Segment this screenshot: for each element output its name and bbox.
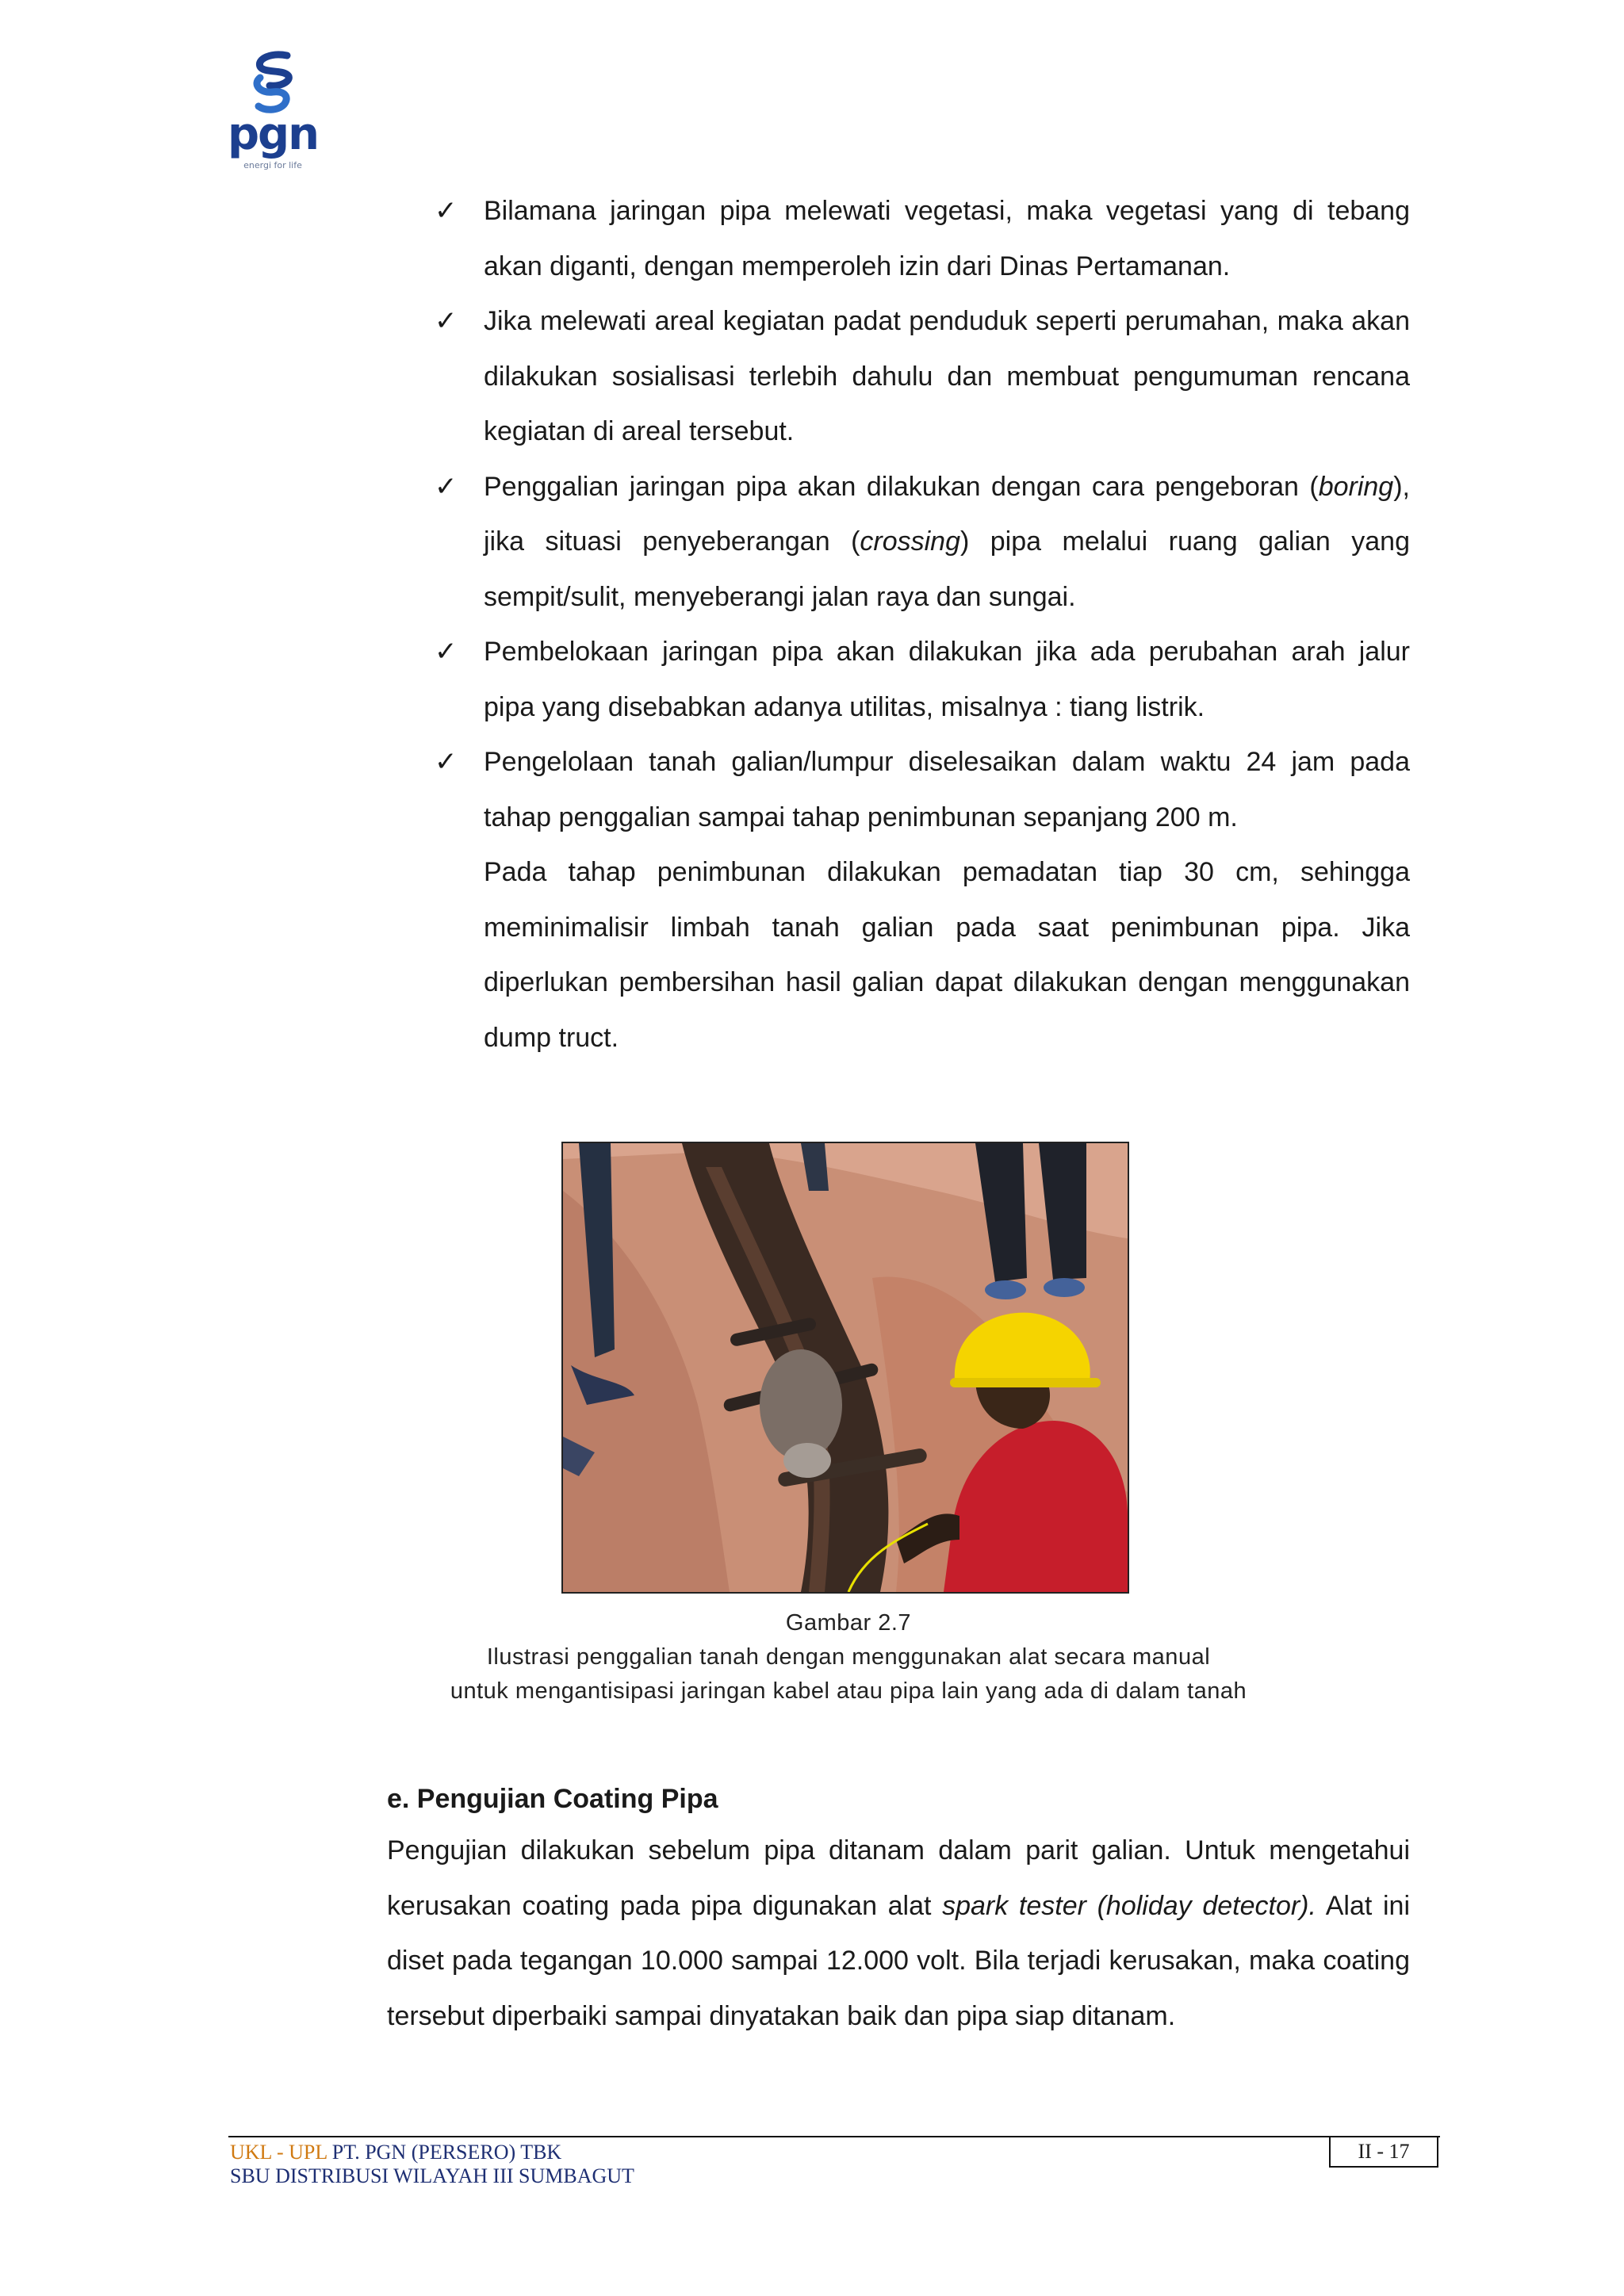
- excavation-photo: [561, 1142, 1129, 1594]
- checklist-item: [435, 460, 1410, 626]
- checklist-item-text: Penggalian jaringan pipa akan dilakukan dengan cara pengeboran (boring), jika situasi penyeberangan (crossing) pipa melalui ruang galian yang sempit/sulit, menyeberangi jalan raya dan sungai.: [484, 471, 1410, 612]
- term-boring: boring: [1318, 471, 1394, 502]
- figure-number: Gambar 2.7: [785, 1610, 912, 1636]
- checkmark-icon: ✓: [435, 305, 458, 337]
- section-title: e. Pengujian Coating Pipa: [387, 1784, 718, 1814]
- figure-caption: [333, 1606, 1364, 1709]
- footer-line-2: SBU DISTRIBUSI WILAYAH III SUMBAGUT: [230, 2164, 634, 2187]
- caption-line-2: untuk mengantisipasi jaringan kabel atau pipa lain yang ada di dalam tanah: [450, 1678, 1247, 1704]
- footer-doc-type: UKL - UPL: [230, 2141, 327, 2164]
- checkmark-icon: ✓: [435, 746, 458, 778]
- checklist-item: [435, 184, 1410, 294]
- checklist-item-text: Bilamana jaringan pipa melewati vegetasi, maka vegetasi yang di tebang akan diganti, dengan memperoleh izin dari Dinas Pertamanan.: [484, 196, 1410, 281]
- term-crossing: crossing: [860, 526, 960, 557]
- caption-line-1: Ilustrasi penggalian tanah dengan menggunakan alat secara manual: [486, 1644, 1211, 1670]
- checklist-item: [435, 294, 1410, 460]
- logo-tagline: energi for life: [243, 160, 302, 170]
- page-number: II - 17: [1329, 2136, 1438, 2168]
- footer-line-1: [230, 2141, 634, 2164]
- checklist-item-text: Pembelokaan jaringan pipa akan dilakukan jika ada perubahan arah jalur pipa yang disebabkan adanya utilitas, misalnya : tiang listrik.: [484, 637, 1410, 722]
- term-spark-tester: spark tester (holiday detector).: [942, 1890, 1316, 1921]
- checklist-continuation: Pada tahap penimbunan dilakukan pemadatan tiap 30 cm, sehingga meminimalisir limbah tanah galian pada saat penimbunan pipa. Jika diperlukan pembersihan hasil galian dapat dilakukan dengan menggunakan dump truct.: [484, 857, 1410, 1053]
- checkmark-icon: ✓: [435, 636, 458, 668]
- footer-company: [230, 2141, 634, 2188]
- checklist-item-text: Pengelolaan tanah galian/lumpur diselesaikan dalam waktu 24 jam pada tahap penggalian sampai tahap penimbunan sepanjang 200 m.: [484, 747, 1410, 832]
- checklist-item-text: Jika melewati areal kegiatan padat penduduk seperti perumahan, maka akan dilakukan sosialisasi terlebih dahulu dan membuat pengumuman rencana kegiatan di areal tersebut.: [484, 306, 1410, 446]
- checkmark-icon: ✓: [435, 470, 458, 503]
- checklist-item: [435, 625, 1410, 735]
- pgn-logo-icon: [225, 51, 320, 114]
- logo-wordmark: pgn: [227, 109, 319, 160]
- section-body: Pengujian dilakukan sebelum pipa ditanam dalam parit galian. Untuk mengetahui kerusakan coating pada pipa digunakan alat spark tester (holiday detector). Alat ini diset pada tegangan 10.000 sampai 12.000 volt. Bila terjadi kerusakan, maka coating tersebut diperbaiki sampai dinyatakan baik dan pipa siap ditanam.: [387, 1835, 1410, 2031]
- footer-company-name: PT. PGN (PERSERO) TBK: [327, 2141, 562, 2164]
- pgn-logo: [225, 51, 320, 178]
- checklist-item: [435, 735, 1410, 845]
- checklist: [435, 184, 1410, 1066]
- checkmark-icon: ✓: [435, 195, 458, 227]
- footer-divider: [228, 2136, 1440, 2137]
